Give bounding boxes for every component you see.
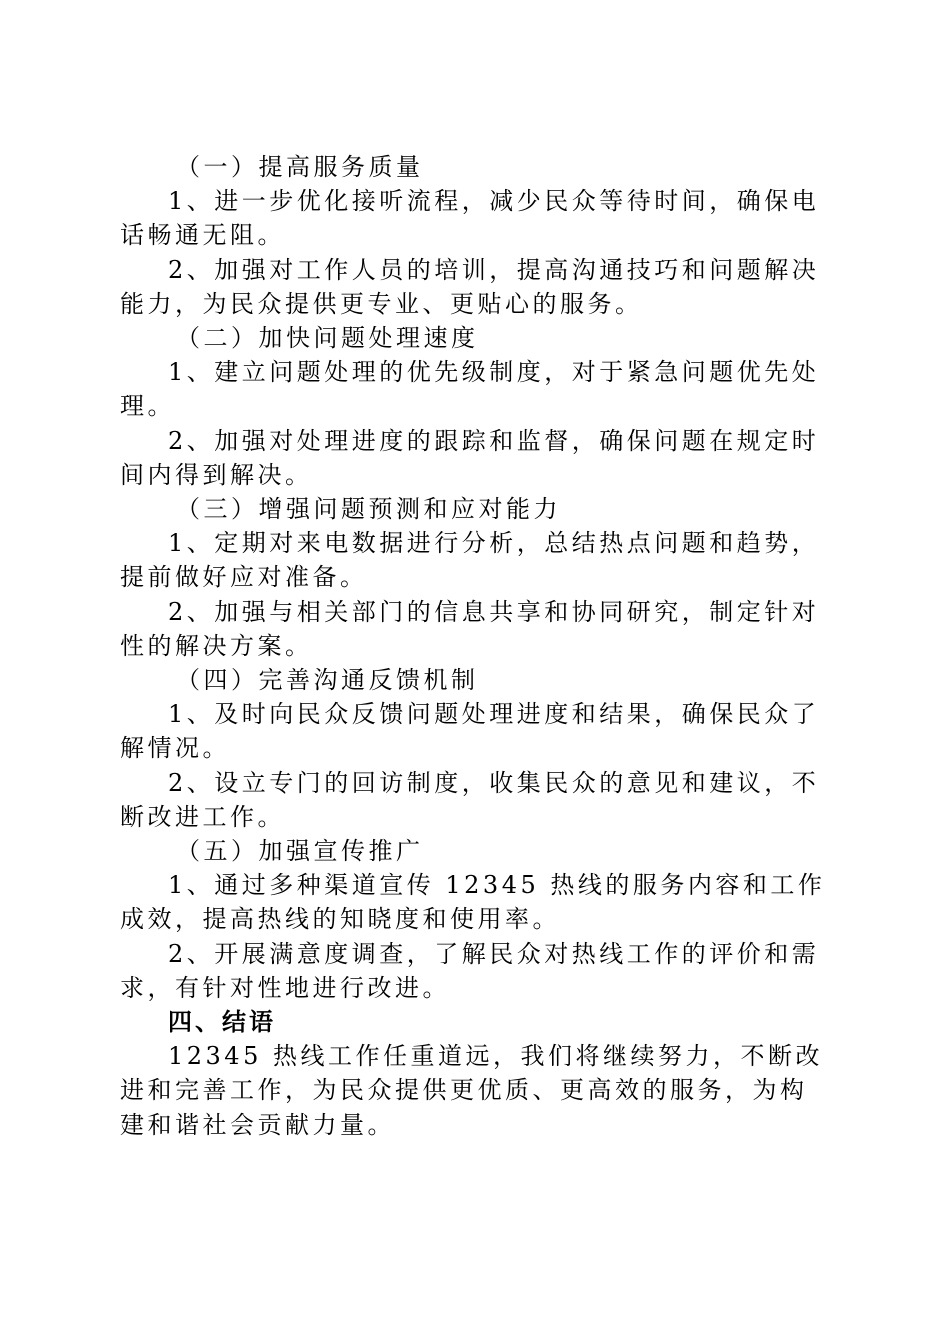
paragraph-1-1: 1、进一步优化接听流程，减少民众等待时间，确保电话畅通无阻。 bbox=[120, 187, 820, 250]
subsection-heading-5: （五）加强宣传推广 bbox=[176, 837, 424, 866]
paragraph-3-2: 2、加强与相关部门的信息共享和协同研究，制定针对性的解决方案。 bbox=[120, 597, 820, 660]
paragraph-2-2: 2、加强对处理进度的跟踪和监督，确保问题在规定时间内得到解决。 bbox=[120, 426, 820, 489]
paragraph-4-2: 2、设立专门的回访制度，收集民众的意见和建议，不断改进工作。 bbox=[120, 768, 820, 831]
paragraph-1-2: 2、加强对工作人员的培训，提高沟通技巧和问题解决能力，为民众提供更专业、更贴心的服务。 bbox=[120, 255, 820, 318]
paragraph-3-1: 1、定期对来电数据进行分析，总结热点问题和趋势，提前做好应对准备。 bbox=[120, 529, 820, 592]
paragraph-4-1: 1、及时向民众反馈问题处理进度和结果，确保民众了解情况。 bbox=[120, 700, 820, 763]
section-heading-conclusion: 四、结语 bbox=[168, 1008, 276, 1037]
subsection-heading-1: （一）提高服务质量 bbox=[176, 153, 424, 181]
paragraph-conclusion: 12345 热线工作任重道远，我们将继续努力，不断改进和完善工作，为民众提供更优质、更高效的服务，为构建和谐社会贡献力量。 bbox=[120, 1042, 823, 1139]
paragraph-5-1: 1、通过多种渠道宣传 12345 热线的服务内容和工作成效，提高热线的知晓度和使用率。 bbox=[120, 871, 826, 934]
subsection-heading-3: （三）增强问题预测和应对能力 bbox=[176, 495, 561, 524]
paragraph-5-2: 2、开展满意度调查，了解民众对热线工作的评价和需求，有针对性地进行改进。 bbox=[120, 939, 820, 1002]
paragraph-2-1: 1、建立问题处理的优先级制度，对于紧急问题优先处理。 bbox=[120, 358, 820, 421]
subsection-heading-4: （四）完善沟通反馈机制 bbox=[176, 666, 479, 695]
document-body bbox=[120, 150, 830, 1142]
subsection-heading-2: （二）加快问题处理速度 bbox=[176, 324, 479, 353]
